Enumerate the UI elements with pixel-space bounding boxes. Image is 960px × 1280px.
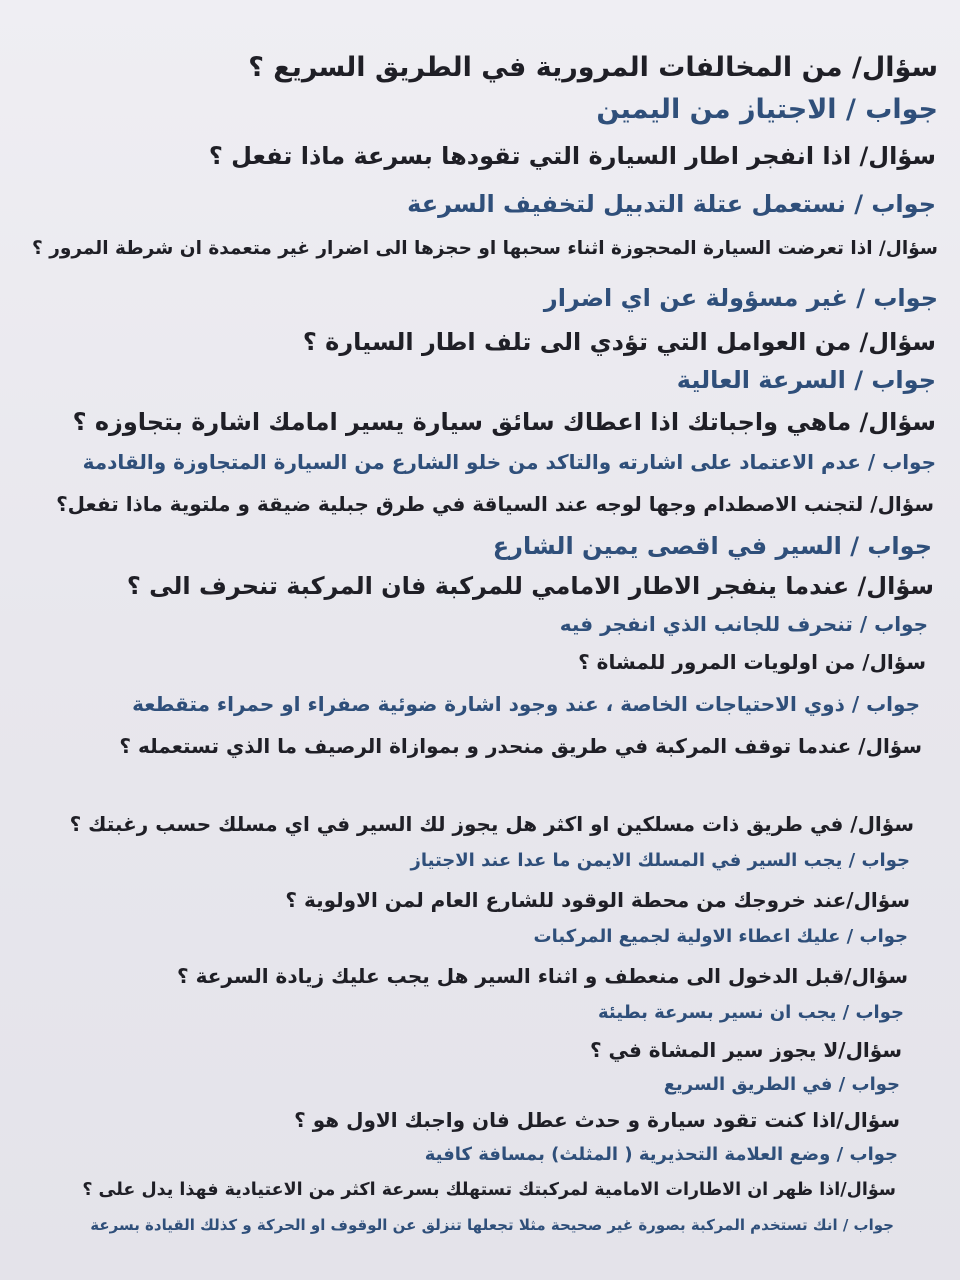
question-line: سؤال/ من اولويات المرور للمشاة ؟ (578, 650, 926, 674)
question-line: سؤال/اذا ظهر ان الاطارات الامامية لمركبتك تستهلك بسرعة اكثر من الاعتيادية فهذا يدل على ؟ (82, 1180, 896, 1200)
answer-line: جواب / السرعة العالية (676, 366, 936, 394)
question-line: سؤال/اذا كنت تقود سيارة و حدث عطل فان واجبك الاول هو ؟ (294, 1108, 900, 1132)
question-line: سؤال/ من المخالفات المرورية في الطريق السريع ؟ (248, 52, 938, 83)
answer-line: جواب / ذوي الاحتياجات الخاصة ، عند وجود اشارة ضوئية صفراء او حمراء متقطعة (132, 692, 920, 716)
answer-line: جواب / وضع العلامة التحذيرية ( المثلث) بمسافة كافية (424, 1144, 898, 1165)
answer-line: جواب / يجب ان نسير بسرعة بطيئة (597, 1002, 904, 1023)
answer-line: جواب / السير في اقصى يمين الشارع (492, 532, 932, 560)
answer-line: جواب / غير مسؤولة عن اي اضرار (543, 284, 938, 312)
answer-line: جواب / الاجتياز من اليمين (596, 94, 938, 125)
answer-line: جواب / يجب السير في المسلك الايمن ما عدا عند الاجتياز (410, 850, 910, 871)
question-line: سؤال/ اذا انفجر اطار السيارة التي تقودها بسرعة ماذا تفعل ؟ (208, 142, 936, 170)
answer-line: جواب / تنحرف للجانب الذي انفجر فيه (559, 612, 928, 636)
answer-line: جواب / عليك اعطاء الاولية لجميع المركبات (533, 926, 908, 947)
answer-line: جواب / عدم الاعتماد على اشارته والتاكد من خلو الشارع من السيارة المتجاوزة والقادمة (82, 450, 936, 474)
question-line: سؤال/ في طريق ذات مسلكين او اكثر هل يجوز لك السير في اي مسلك حسب رغبتك ؟ (69, 812, 914, 836)
question-line: سؤال/ عندما ينفجر الاطار الامامي للمركبة فان المركبة تنحرف الى ؟ (126, 572, 934, 600)
question-line: سؤال/ اذا تعرضت السيارة المحجوزة اثناء سحبها او حجزها الى اضرار غير متعمدة ان شرطة المرور ؟ (32, 238, 938, 259)
answer-line: جواب / انك تستخدم المركبة بصورة غير صحيحة مثلا تجعلها تنزلق عن الوقوف او الحركة و كذلك القيادة بسرعة (90, 1216, 894, 1234)
question-line: سؤال/ عندما توقف المركبة في طريق منحدر و بموازاة الرصيف ما الذي تستعمله ؟ (119, 734, 922, 758)
question-line: سؤال/ لتجنب الاصطدام وجها لوجه عند السياقة في طرق جبلية ضيقة و ملتوية ماذا تفعل؟ (56, 492, 934, 516)
question-line: سؤال/ من العوامل التي تؤدي الى تلف اطار السيارة ؟ (302, 328, 936, 356)
question-line: سؤال/لا يجوز سير المشاة في ؟ (589, 1038, 902, 1062)
question-line: سؤال/ ماهي واجباتك اذا اعطاك سائق سيارة يسير امامك اشارة بتجاوزه ؟ (72, 408, 936, 436)
question-line: سؤال/قبل الدخول الى منعطف و اثناء السير هل يجب عليك زيادة السرعة ؟ (177, 964, 908, 988)
answer-line: جواب / نستعمل عتلة التدبيل لتخفيف السرعة (407, 190, 936, 218)
answer-line: جواب / في الطريق السريع (663, 1074, 900, 1095)
question-line: سؤال/عند خروجك من محطة الوقود للشارع العام لمن الاولوية ؟ (285, 888, 910, 912)
